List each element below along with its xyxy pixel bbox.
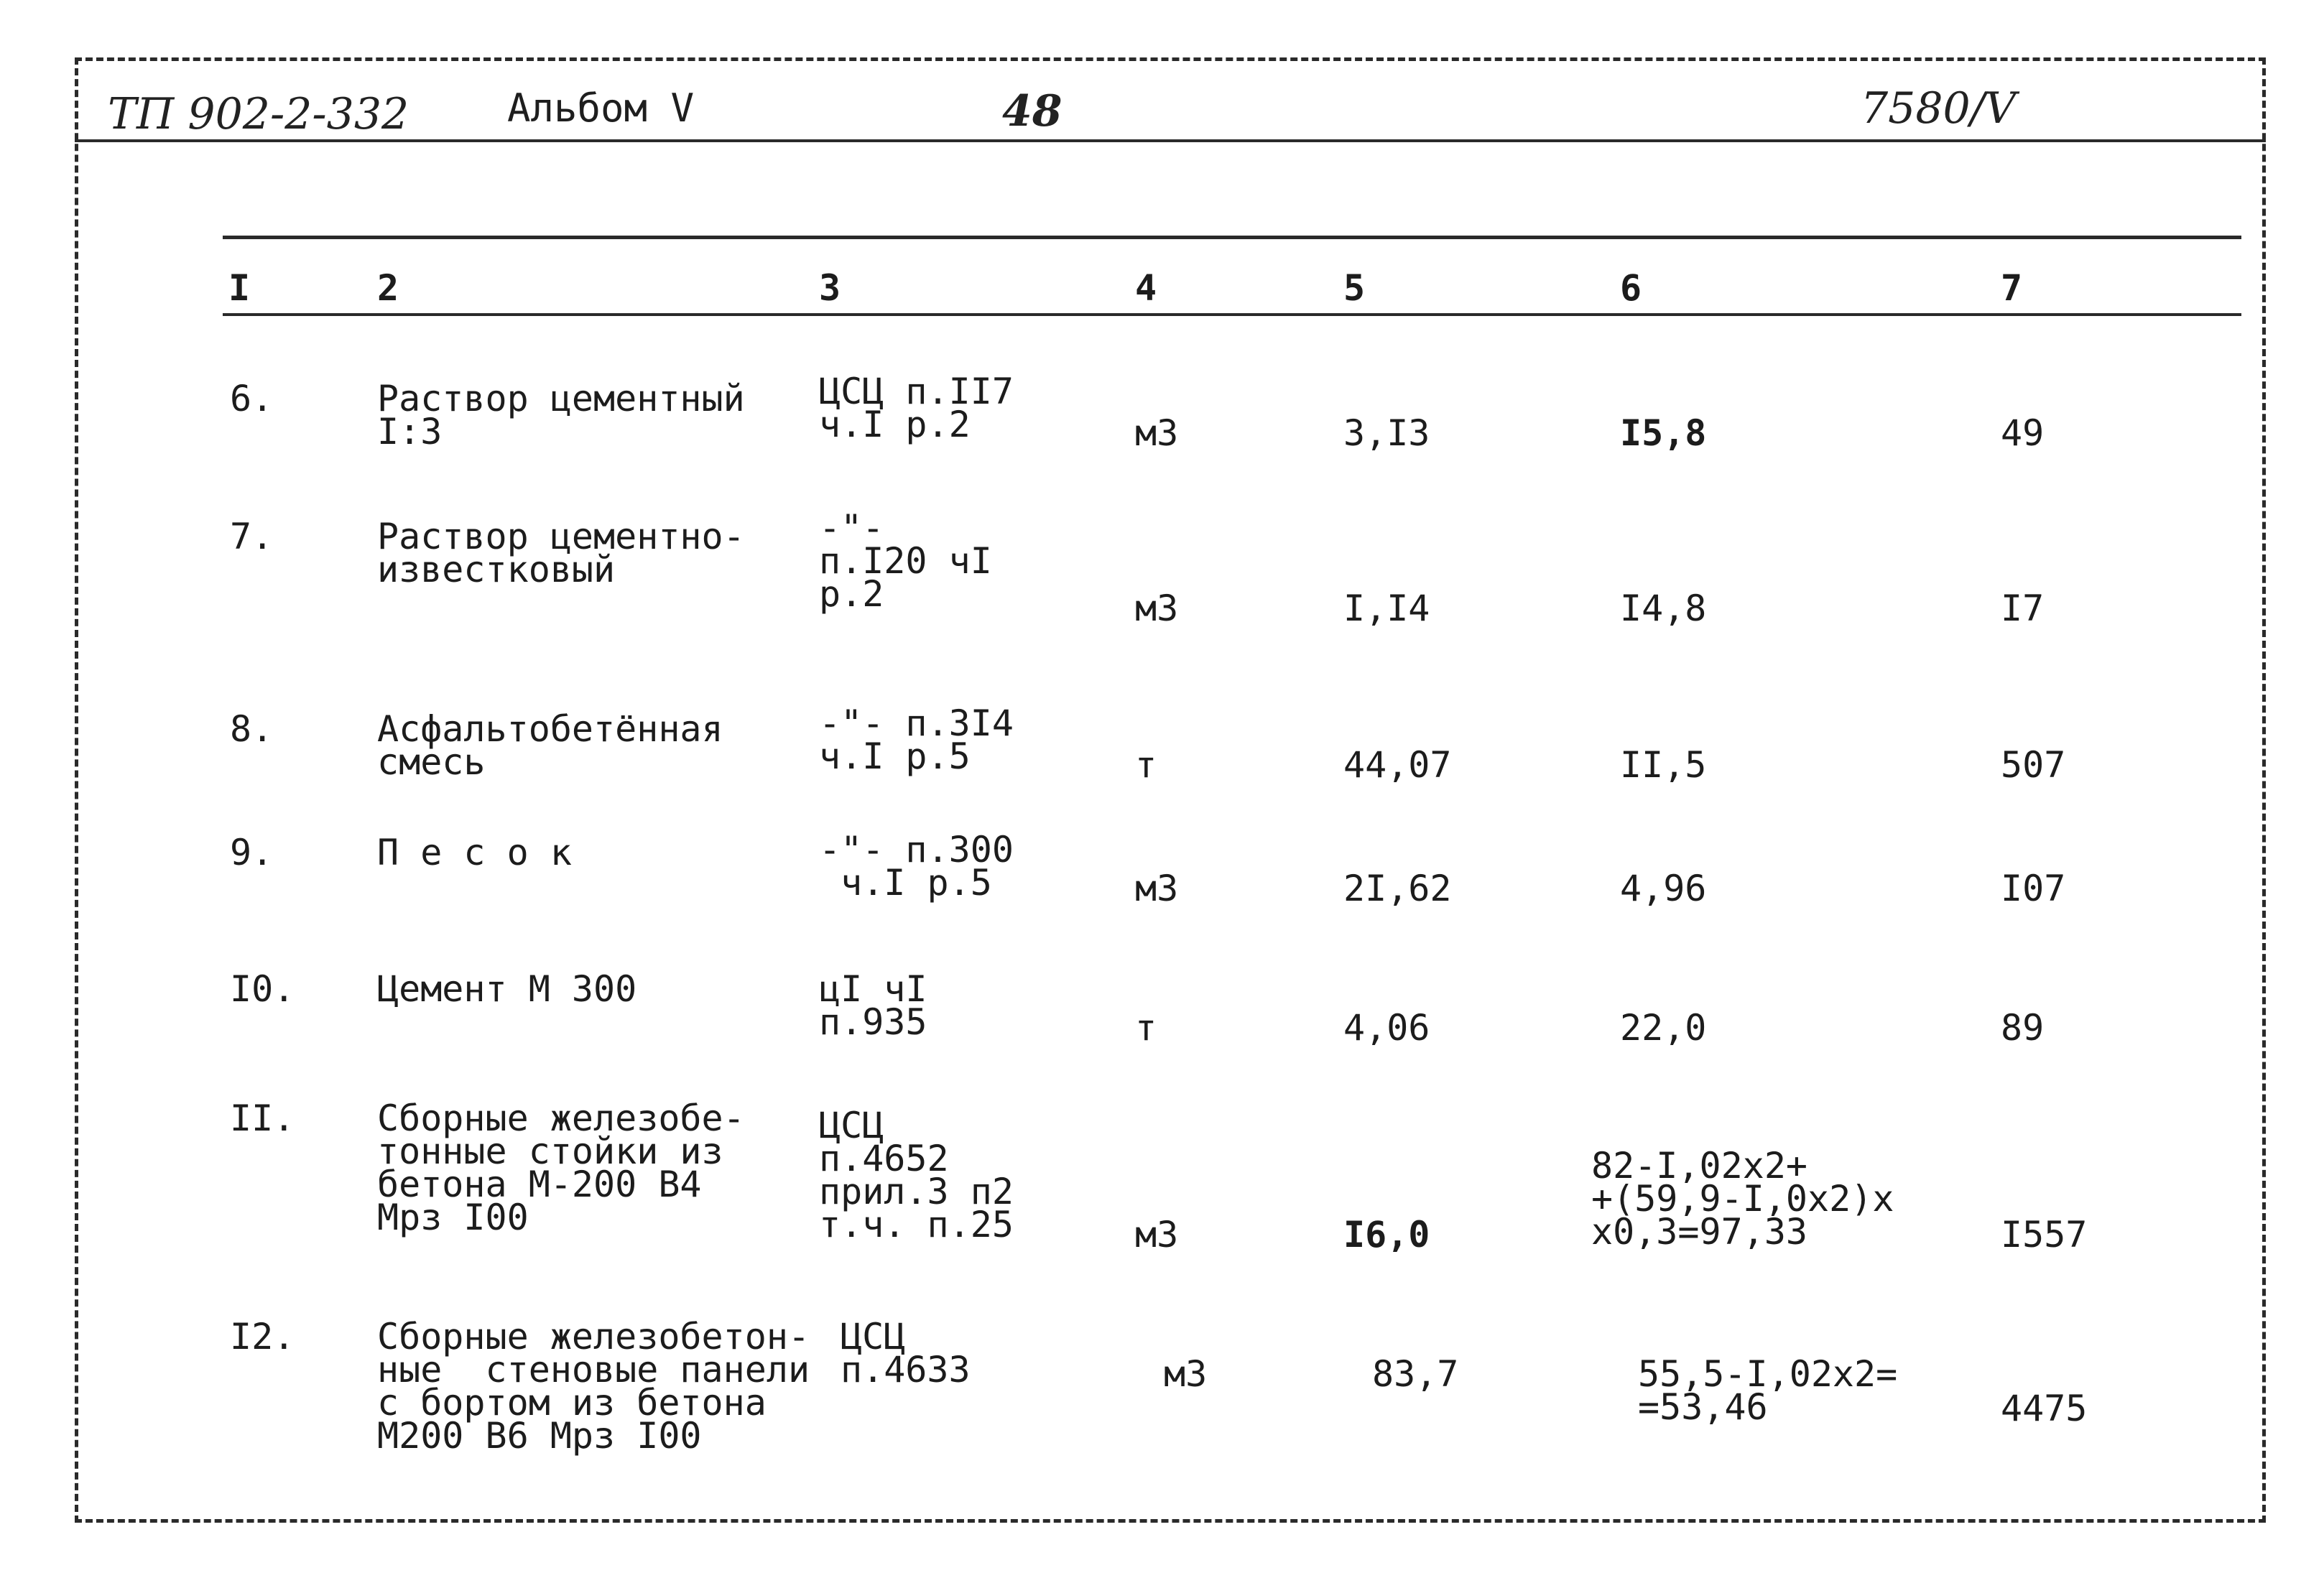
row-number: 8. (230, 708, 274, 750)
material-name: Раствор цементно- известковый (377, 516, 745, 590)
unit-price: II,5 (1620, 744, 1707, 786)
price-reference: -"- п.3I4 ч.I р.5 (819, 702, 1014, 777)
column-header-7: 7 (2001, 267, 2023, 309)
column-header-2: 2 (377, 267, 399, 309)
document-number: 7580/V (1861, 83, 2017, 134)
price-reference: ЦСЦ п.4633 (841, 1316, 971, 1391)
row-number: 9. (230, 832, 274, 873)
page-number: 48 (1002, 86, 1063, 136)
unit-price: I4,8 (1620, 588, 1707, 629)
material-name: П е с о к (377, 832, 572, 873)
price-reference: ЦСЦ п.4652 прил.3 п2 т.ч. п.25 (819, 1105, 1014, 1245)
total-cost: 507 (2001, 744, 2066, 786)
total-cost: 49 (2001, 412, 2045, 454)
quantity: I,I4 (1343, 588, 1430, 629)
table-header-rule (223, 313, 2241, 316)
column-header-6: 6 (1620, 267, 1642, 309)
material-name: Цемент М 300 (377, 968, 637, 1010)
page-border (75, 57, 2266, 1523)
quantity: 3,I3 (1343, 412, 1430, 454)
material-name: Асфальтобетённая смесь (377, 708, 723, 783)
total-cost: 4475 (2001, 1388, 2088, 1429)
row-number: 7. (230, 516, 274, 557)
unit: м3 (1135, 588, 1179, 629)
unit-price: I5,8 (1620, 412, 1707, 454)
project-code: ТП 902-2-332 (108, 89, 409, 139)
price-reference: -"- п.300 ч.I р.5 (819, 829, 1014, 904)
unit-price: 4,96 (1620, 868, 1707, 909)
column-header-4: 4 (1135, 267, 1157, 309)
unit: м3 (1135, 868, 1179, 909)
album-label: Альбом V (507, 85, 695, 131)
unit: м3 (1135, 412, 1179, 454)
unit: т (1135, 1007, 1157, 1049)
row-number: II. (230, 1097, 295, 1139)
price-reference: -"- п.I20 чI р.2 (819, 507, 992, 615)
unit: м3 (1135, 1214, 1179, 1256)
unit-price: 55,5-I,02х2= =53,46 (1638, 1353, 1898, 1428)
row-number: I2. (230, 1316, 295, 1357)
unit-price: 82-I,02х2+ +(59,9-I,0х2)х х0,3=97,33 (1591, 1145, 1894, 1253)
quantity: 83,7 (1372, 1353, 1459, 1395)
unit-price: 22,0 (1620, 1007, 1707, 1049)
total-cost: I557 (2001, 1214, 2088, 1256)
quantity: 44,07 (1343, 744, 1452, 786)
row-number: 6. (230, 378, 274, 419)
price-reference: ЦСЦ п.II7 ч.I р.2 (819, 371, 1014, 445)
total-cost: I07 (2001, 868, 2066, 909)
total-cost: 89 (2001, 1007, 2045, 1049)
column-header-3: 3 (819, 267, 841, 309)
unit: т (1135, 744, 1157, 786)
material-name: Сборные железобетон- ные стеновые панели с бортом из бетона М200 В6 Мрз I00 (377, 1316, 810, 1457)
quantity: I6,0 (1343, 1214, 1430, 1256)
material-name: Раствор цементный I:3 (377, 378, 745, 452)
table-top-rule (223, 236, 2241, 239)
quantity: 2I,62 (1343, 868, 1452, 909)
total-cost: I7 (2001, 588, 2045, 629)
column-header-1: I (228, 267, 251, 309)
column-header-5: 5 (1343, 267, 1366, 309)
quantity: 4,06 (1343, 1007, 1430, 1049)
price-reference: цI чI п.935 (819, 968, 927, 1043)
unit: м3 (1164, 1353, 1208, 1395)
material-name: Сборные железобе- тонные стойки из бетона М-200 В4 Мрз I00 (377, 1097, 745, 1238)
header-divider (75, 139, 2266, 142)
row-number: I0. (230, 968, 295, 1010)
